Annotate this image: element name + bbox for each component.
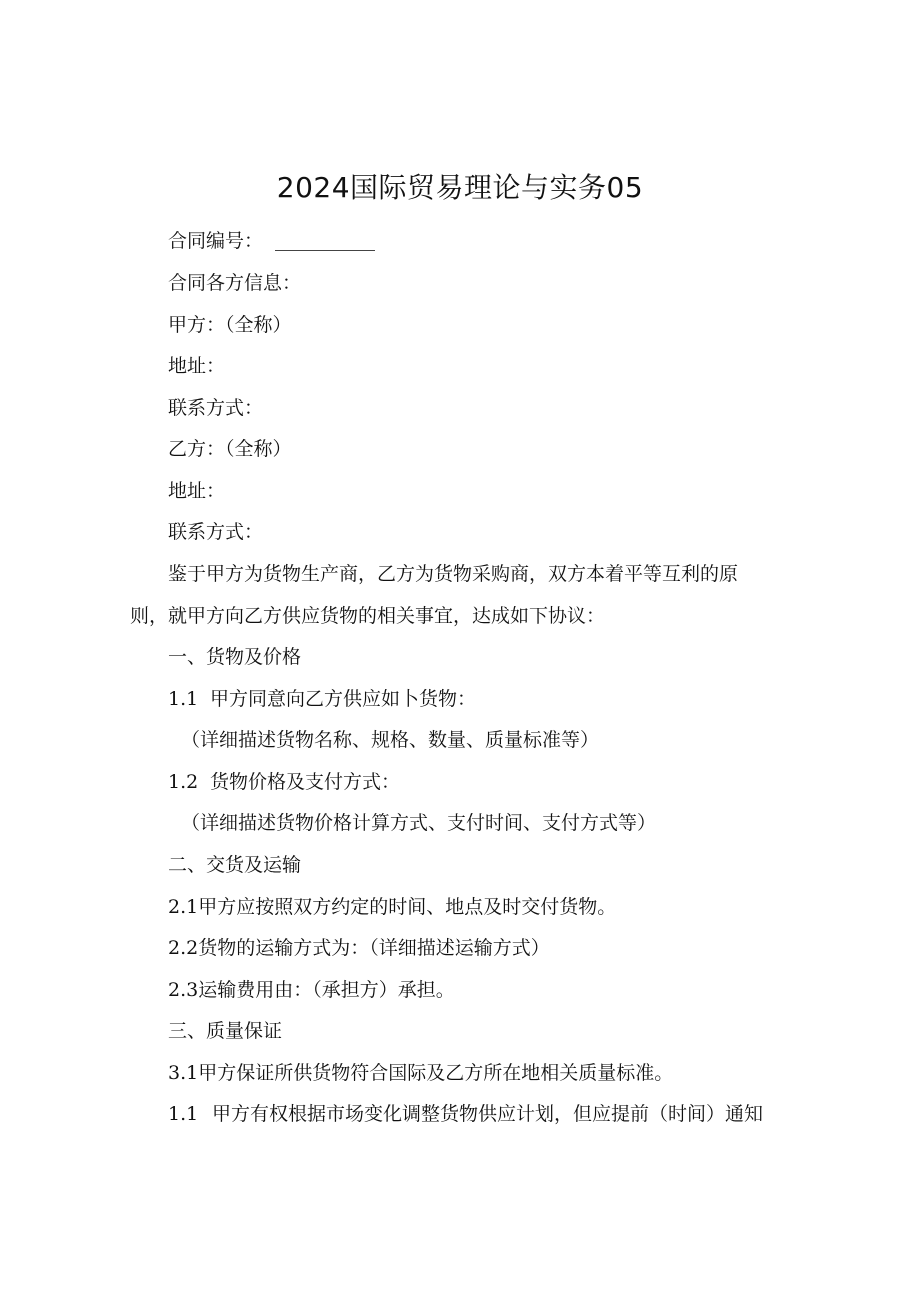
- section-1-item-2-number: 1.2: [168, 771, 199, 793]
- section-1-heading: 一、货物及价格: [168, 646, 302, 668]
- party-b-contact: 联系方式：: [168, 521, 264, 543]
- party-a-contact: 联系方式：: [168, 397, 264, 419]
- section-2-item-1: 2.1甲方应按照双方约定的时间、地点及时交付货物。: [168, 896, 617, 918]
- section-1-item-2-detail: （详细描述货物价格计算方式、支付时间、支付方式等）: [181, 812, 657, 834]
- section-3-item-2-number: 1.1: [168, 1103, 199, 1125]
- section-2-item-2: 2.2货物的运输方式为：（详细描述运输方式）: [168, 937, 550, 959]
- party-b-name: 乙方：（全称）: [168, 438, 292, 460]
- section-1-item-2: [168, 769, 400, 795]
- section-3-item-1: 3.1甲方保证所供货物符合国际及乙方所在地相关质量标准。: [168, 1062, 674, 1084]
- document-title: 2024国际贸易理论与实务05: [276, 171, 644, 204]
- party-b-address: 地址：: [168, 480, 226, 502]
- contract-number-row: [168, 228, 375, 254]
- contract-number-blank: [275, 249, 375, 251]
- section-3-item-2: [168, 1101, 763, 1127]
- party-a-address: 地址：: [168, 355, 226, 377]
- section-3-heading: 三、质量保证: [168, 1020, 283, 1042]
- intro-line-1: 鉴于甲方为货物生产商，乙方为货物采购商，双方本着平等互利的原: [168, 563, 739, 585]
- section-1-item-2-text: 货物价格及支付方式：: [210, 771, 401, 793]
- section-2-heading: 二、交货及运输: [168, 854, 302, 876]
- section-1-item-1-detail: （详细描述货物名称、规格、数量、质量标准等）: [181, 729, 600, 751]
- parties-info-label: 合同各方信息：: [168, 272, 302, 294]
- section-1-item-1: [168, 686, 476, 712]
- party-a-name: 甲方：（全称）: [168, 314, 292, 336]
- section-1-item-1-text: 甲方同意向乙方供应如卜货物：: [210, 688, 477, 710]
- contract-number-label: 合同编号：: [168, 230, 264, 252]
- section-2-item-3: 2.3运输费用由：（承担方）承担。: [168, 979, 455, 1001]
- section-1-item-1-number: 1.1: [168, 688, 199, 710]
- intro-line-2: 则，就甲方向乙方供应货物的相关事宜，达成如下协议：: [130, 605, 606, 627]
- section-3-item-2-text: 甲方有权根据市场变化调整货物供应计划，但应提前（时间）通知: [212, 1103, 764, 1125]
